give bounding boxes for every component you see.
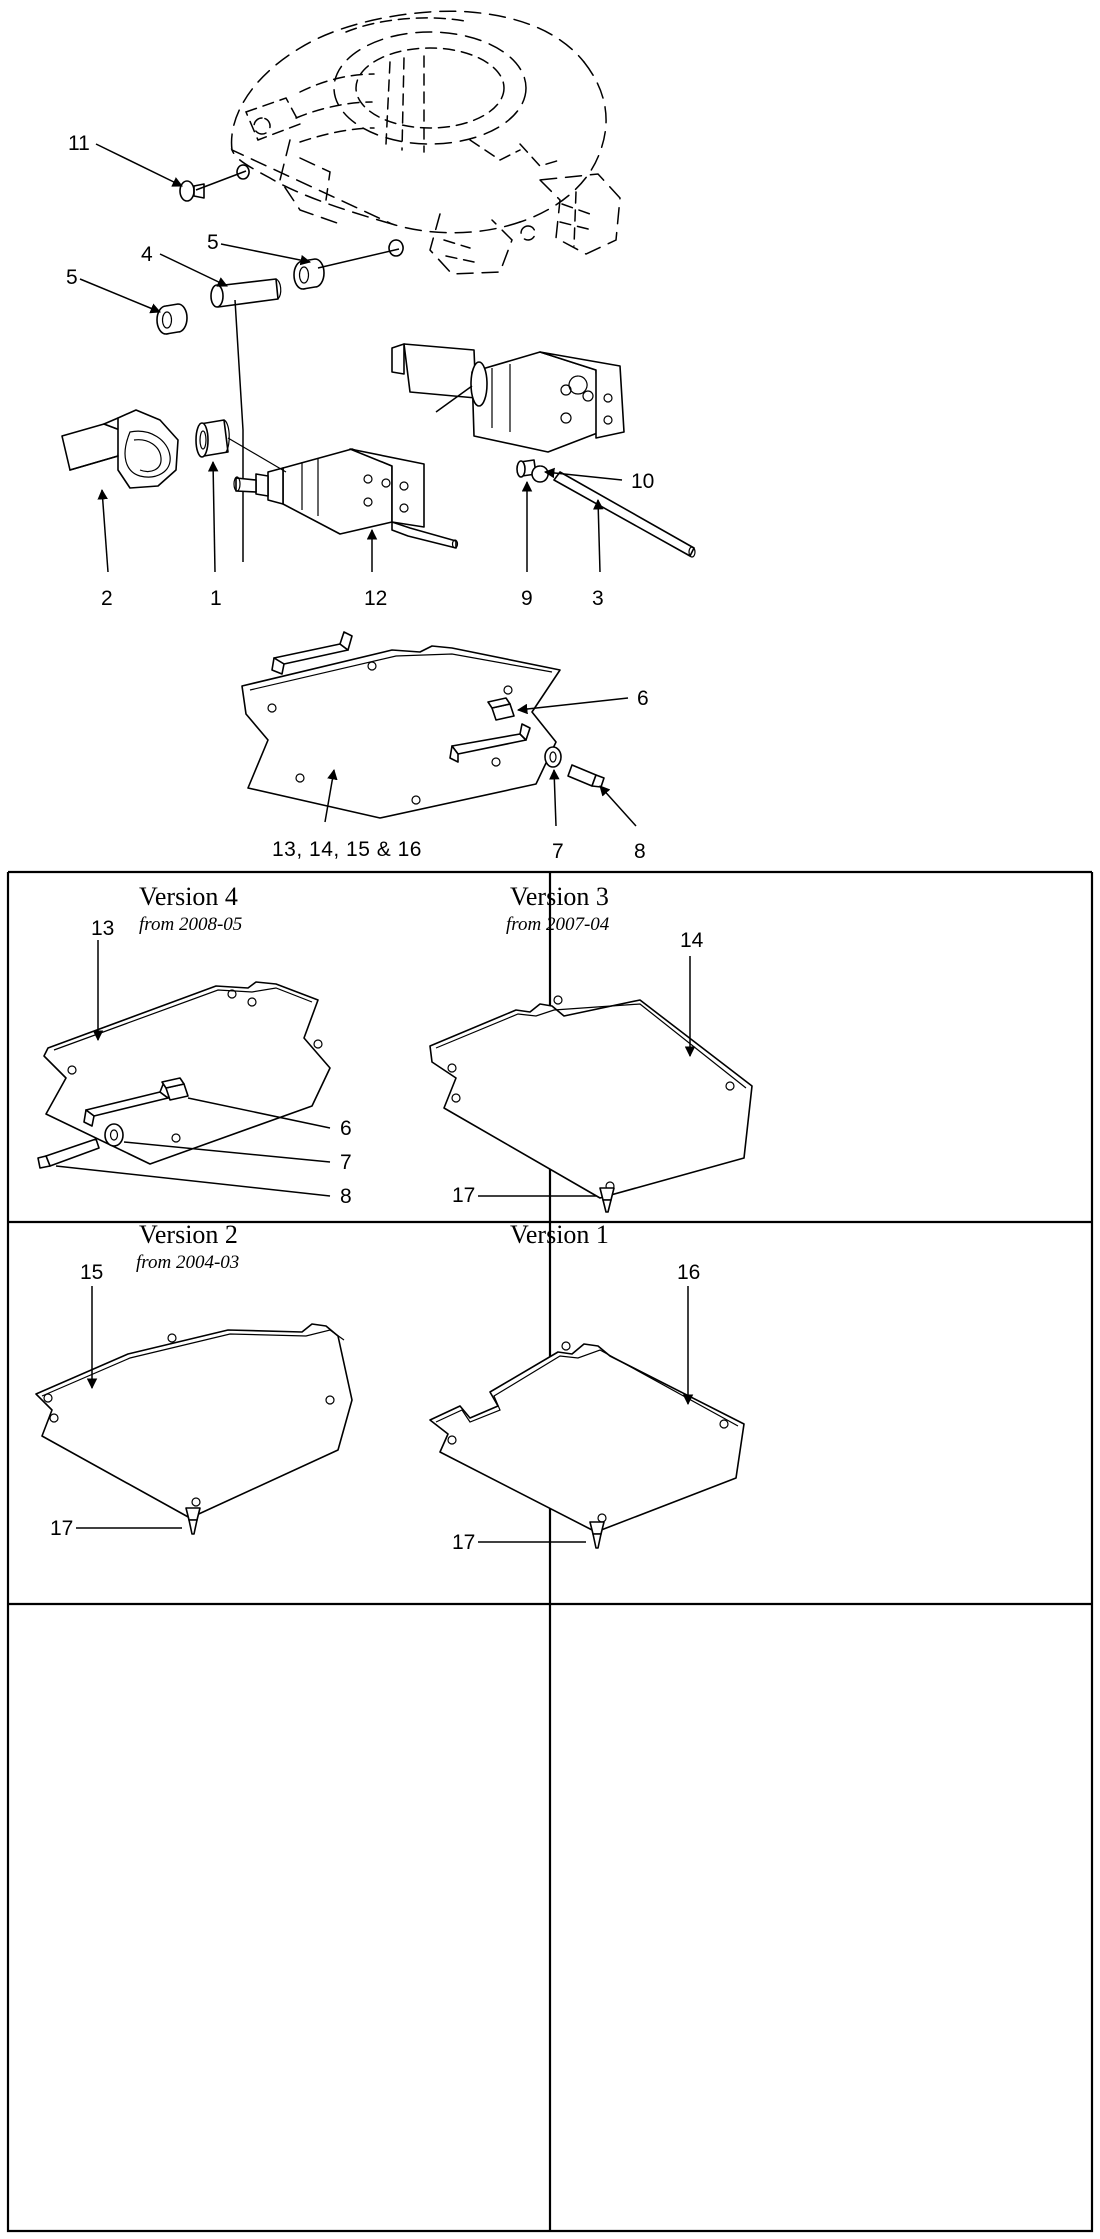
callout-3: 3	[592, 587, 604, 610]
callout-v4-7: 7	[340, 1151, 352, 1174]
callout-8: 8	[634, 840, 646, 863]
callout-5-right: 5	[207, 231, 219, 254]
part-10-cylinder-rear	[392, 344, 624, 452]
panel-title-version-3: Version 3	[510, 882, 609, 911]
panel-title-version-4: Version 4	[139, 882, 238, 911]
callout-7: 7	[552, 840, 564, 863]
panel-title-version-1: Version 1	[510, 1220, 609, 1249]
part-11-pin	[96, 144, 249, 201]
callout-v3-14: 14	[680, 929, 704, 952]
callout-v1-16: 16	[677, 1261, 701, 1284]
lead-5-right	[221, 244, 310, 262]
lead-hook-upper	[318, 249, 399, 268]
callout-v3-17: 17	[452, 1184, 476, 1207]
part-17-screw-v1	[590, 1522, 604, 1548]
callout-v4-13: 13	[91, 917, 115, 940]
version-3-plate	[430, 956, 752, 1212]
part-9-pin	[517, 460, 548, 572]
part-5-bushing-left	[157, 304, 187, 334]
callout-v1-17: 17	[452, 1531, 476, 1554]
version-4-plate	[38, 940, 330, 1196]
part-12-cylinder	[228, 438, 458, 572]
callout-10: 10	[631, 470, 655, 493]
lead-4	[160, 254, 227, 286]
part-17-screw-v2	[186, 1508, 200, 1534]
callout-v2-17: 17	[50, 1517, 74, 1540]
part-3-rod	[554, 472, 695, 572]
callout-1: 1	[210, 587, 222, 610]
callout-2: 2	[101, 587, 113, 610]
panel-subtitle-version-4: from 2008-05	[139, 914, 243, 935]
callout-4: 4	[141, 243, 153, 266]
callout-v4-6: 6	[340, 1117, 352, 1140]
dashed-machine-outline	[232, 11, 620, 274]
plate-group-label: 13, 14, 15 & 16	[272, 838, 422, 861]
panel-subtitle-version-2: from 2004-03	[136, 1252, 240, 1273]
callout-6: 6	[637, 687, 649, 710]
panel-title-version-2: Version 2	[139, 1220, 238, 1249]
callout-9: 9	[521, 587, 533, 610]
plate-assembly	[242, 632, 636, 826]
part-8-bolt	[568, 765, 604, 787]
version-1-plate	[430, 1286, 744, 1548]
callout-v2-15: 15	[80, 1261, 104, 1284]
callout-v4-8: 8	[340, 1185, 352, 1208]
part-5-bushing-right	[294, 259, 324, 289]
callout-5-left: 5	[66, 266, 78, 289]
part-1-bushing	[196, 420, 229, 572]
version-2-plate	[36, 1286, 352, 1534]
part-2-yoke	[62, 410, 178, 572]
part-17-screw-v3	[600, 1188, 614, 1212]
panel-subtitle-version-3: from 2007-04	[506, 914, 610, 935]
callout-11: 11	[68, 132, 90, 155]
part-7-washer	[545, 747, 561, 767]
callout-12: 12	[364, 587, 388, 610]
lead-5-left	[80, 279, 160, 312]
